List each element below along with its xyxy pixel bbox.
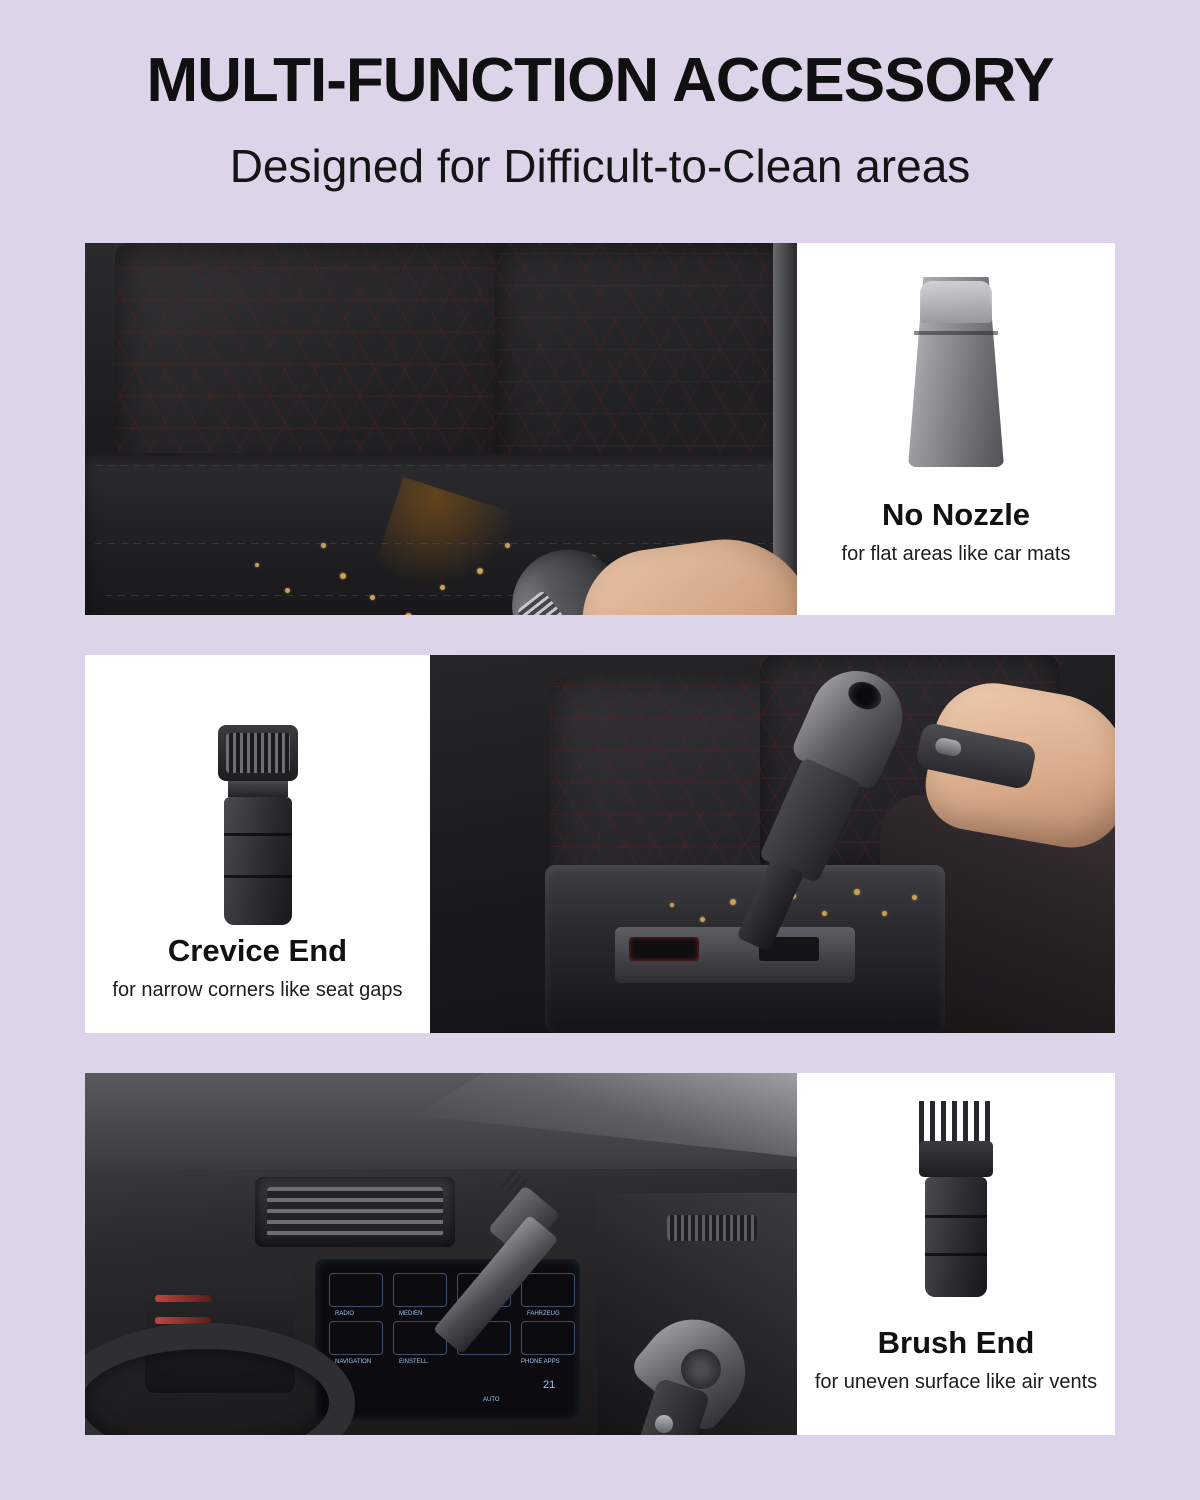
crevice-shaft xyxy=(224,797,292,925)
page-title: MULTI-FUNCTION ACCESSORY xyxy=(146,46,1054,115)
debris-particle xyxy=(854,889,860,895)
cluster-bar xyxy=(155,1295,211,1302)
debris-particle xyxy=(505,543,510,548)
screen-label: EINSTELL. xyxy=(399,1359,430,1365)
air-vent-slats xyxy=(267,1187,443,1237)
debris-particle xyxy=(285,588,290,593)
crevice-shaft-line xyxy=(224,875,292,878)
screen-label: FAHRZEUG xyxy=(527,1311,560,1317)
debris-particle xyxy=(912,895,917,900)
crevice-nozzle-attached xyxy=(736,859,804,952)
feature-row-no-nozzle xyxy=(85,243,1115,615)
card-subtitle-no-nozzle: for flat areas like car mats xyxy=(841,543,1071,565)
debris-particle xyxy=(670,903,674,907)
card-title-crevice-end: Crevice End xyxy=(167,933,348,968)
console-display xyxy=(629,937,699,961)
screen-label: PHONE APPS xyxy=(521,1359,560,1365)
debris-particle xyxy=(321,543,326,548)
vacuum-dust-cup-icon xyxy=(908,277,1004,467)
card-no-nozzle xyxy=(797,243,1115,615)
photo-car-seat-cleaning xyxy=(85,243,797,615)
crevice-shaft-line xyxy=(224,833,292,836)
brush-head xyxy=(919,1141,993,1177)
card-subtitle-brush-end: for uneven surface like air vents xyxy=(814,1371,1098,1393)
screen-tile xyxy=(329,1321,383,1355)
debris-particle xyxy=(370,595,375,600)
debris-particle xyxy=(882,911,887,916)
card-crevice-end xyxy=(85,655,430,1033)
screen-label: NAVIGATION xyxy=(335,1359,372,1365)
brush-shaft xyxy=(925,1177,987,1297)
dust-cup-seam xyxy=(914,331,998,335)
debris-particle xyxy=(440,585,445,590)
air-vent xyxy=(255,1177,455,1247)
screen-temperature: 21 xyxy=(543,1379,556,1391)
screen-label: MEDIEN xyxy=(399,1311,423,1317)
dust-cup-top xyxy=(920,281,992,323)
feature-row-crevice-end xyxy=(85,655,1115,1033)
debris-particle xyxy=(405,613,412,615)
brush-shaft-line xyxy=(925,1253,987,1256)
seat-backrest-right xyxy=(495,243,795,478)
crevice-head-ribs xyxy=(226,733,290,773)
handheld-vacuum-with-wand xyxy=(485,1193,785,1435)
crevice-nozzle-icon xyxy=(210,725,306,925)
power-button-icon xyxy=(934,737,963,758)
card-subtitle-crevice-end: for narrow corners like seat gaps xyxy=(112,979,403,1001)
brush-shaft-line xyxy=(925,1215,987,1218)
photo-console-cleaning xyxy=(430,655,1115,1033)
card-brush-end xyxy=(797,1073,1115,1435)
debris-particle xyxy=(255,563,259,567)
brush-nozzle-icon xyxy=(913,1101,999,1297)
screen-tile xyxy=(329,1273,383,1307)
screen-label: RADIO xyxy=(335,1311,355,1317)
photo-dashboard-cleaning xyxy=(85,1073,797,1435)
screen-label: AUTO xyxy=(483,1397,500,1403)
card-title-no-nozzle: No Nozzle xyxy=(881,497,1031,532)
crevice-neck xyxy=(228,781,288,797)
debris-particle xyxy=(340,573,346,579)
debris-particle xyxy=(477,568,483,574)
page-subtitle: Designed for Difficult-to-Clean areas xyxy=(229,140,971,192)
card-title-brush-end: Brush End xyxy=(877,1325,1035,1360)
brush-teeth xyxy=(919,1101,993,1145)
seat-hex-stitch-pattern-2 xyxy=(495,243,795,478)
power-button-icon xyxy=(655,1415,673,1433)
feature-row-brush-end xyxy=(85,1073,1115,1435)
stitch-line xyxy=(95,465,795,466)
debris-particle xyxy=(700,917,705,922)
screen-tile xyxy=(393,1273,447,1307)
